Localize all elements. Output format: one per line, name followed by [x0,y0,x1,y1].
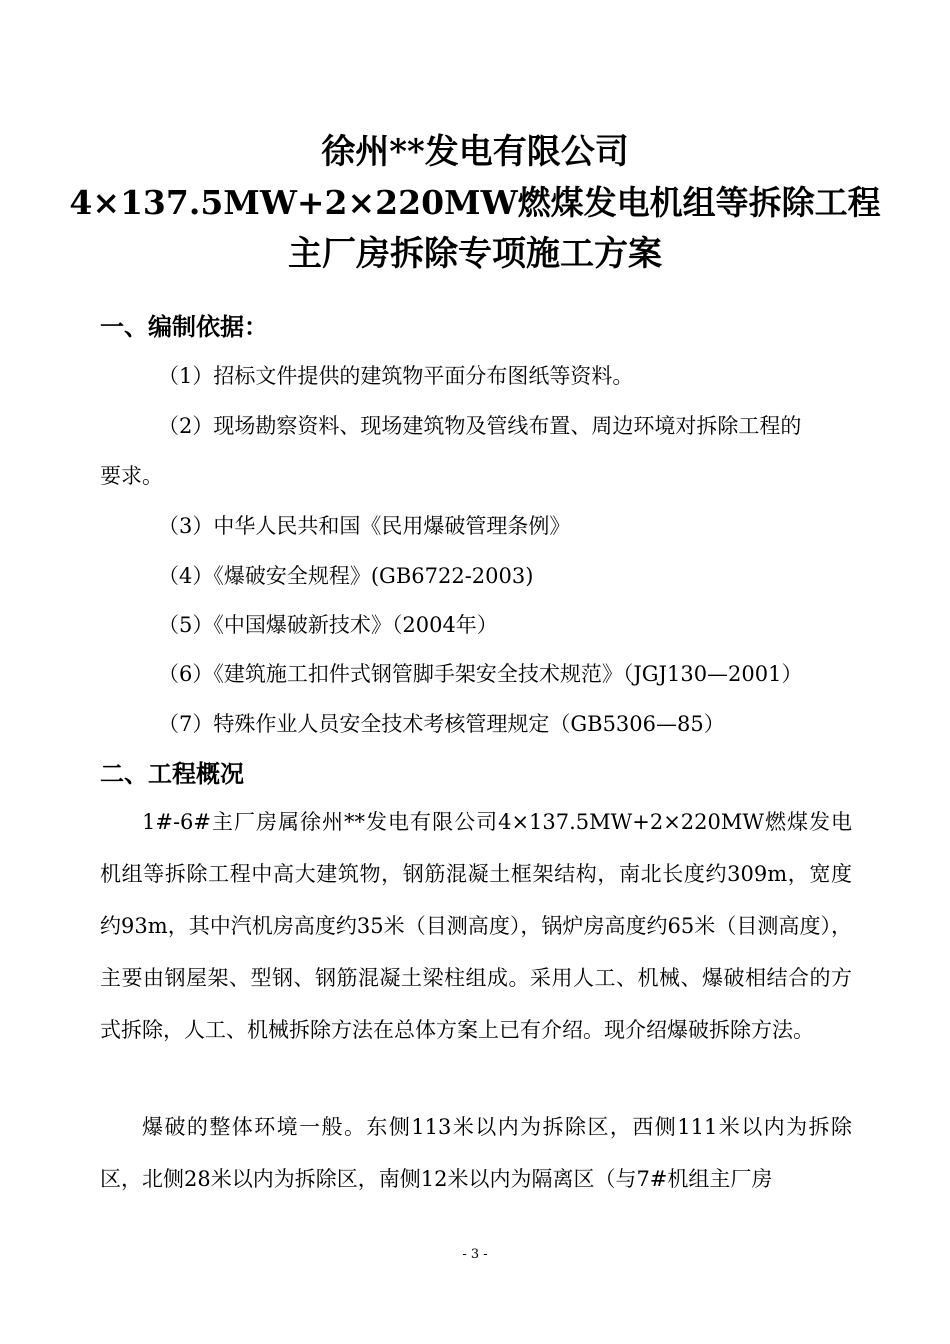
title-plan: 主厂房拆除专项施工方案 [288,234,662,274]
basis-item-2-continued: 要求。 [100,464,163,488]
section-heading-overview: 二、工程概况 [100,759,244,788]
basis-item-5: （5）《中国爆破新技术》（2004年） [158,613,498,637]
overview-paragraph-2: 爆破的整体环境一般。东侧113米以内为拆除区，西侧111米以内为拆除区，北侧28米以内为拆除区，南侧12米以内为隔离区（与7#机组主厂房 [100,1115,852,1191]
page-number: - 3 - [462,1247,488,1262]
basis-item-6: （6）《建筑施工扣件式钢管脚手架安全技术规范》（JGJ130—2001） [158,662,803,686]
basis-item-7: （7）特殊作业人员安全技术考核管理规定（GB5306—85） [158,712,725,736]
title-project: 4×137.5MW+2×220MW燃煤发电机组等拆除工程 [69,183,881,222]
basis-item-2: （2）现场勘察资料、现场建筑物及管线布置、周边环境对拆除工程的 [158,414,802,438]
title-company: 徐州**发电有限公司 [321,132,629,172]
basis-item-4: （4）《爆破安全规程》(GB6722-2003) [158,564,534,588]
section-heading-basis: 一、编制依据： [100,312,268,341]
basis-item-1: （1）招标文件提供的建筑物平面分布图纸等资料。 [158,364,634,388]
basis-item-3: （3）中华人民共和国《民用爆破管理条例》 [158,514,571,538]
overview-paragraph-1: 1#-6#主厂房属徐州**发电有限公司4×137.5MW+2×220MW燃煤发电机组等拆除工程中高大建筑物，钢筋混凝土框架结构，南北长度约309m，宽度约93m，其中汽机房高度约35米（目测高度），锅炉房高度约65米（目测高度），主要由钢屋架、型钢、钢筋混凝土梁柱组成。采用人工、机械、爆破相结合的方式拆除，人工、机械拆除方法在总体方案上已有介绍。现介绍爆破拆除方法。 [100,810,852,1042]
